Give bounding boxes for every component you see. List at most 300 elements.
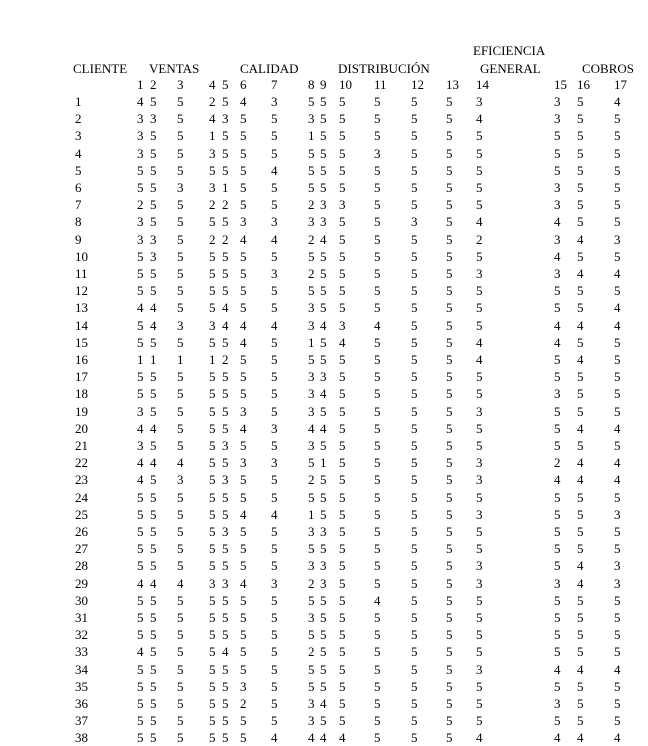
score-cell: 5 [554, 627, 561, 642]
score-cell: 3 [476, 266, 483, 281]
score-cell: 5 [554, 490, 561, 505]
score-cell: 3 [476, 576, 483, 591]
score-cell: 5 [339, 610, 346, 625]
score-cell: 5 [240, 249, 247, 264]
client-number: 38 [75, 730, 88, 745]
score-cell: 4 [577, 318, 584, 333]
client-number: 14 [75, 318, 88, 333]
score-cell: 4 [554, 318, 561, 333]
score-cell: 5 [411, 455, 418, 470]
score-cell: 3 [476, 404, 483, 419]
score-cell: 4 [320, 421, 327, 436]
score-cell: 5 [271, 352, 278, 367]
score-cell: 4 [271, 507, 278, 522]
score-cell: 5 [577, 249, 584, 264]
score-cell: 3 [137, 128, 144, 143]
score-cell: 5 [209, 541, 216, 556]
client-number: 6 [75, 180, 82, 195]
score-cell: 5 [374, 541, 381, 556]
score-cell: 5 [446, 94, 453, 109]
score-cell: 5 [339, 696, 346, 711]
score-cell: 5 [320, 352, 327, 367]
score-cell: 5 [339, 128, 346, 143]
score-cell: 2 [222, 352, 229, 367]
score-cell: 5 [374, 455, 381, 470]
score-cell: 5 [554, 713, 561, 728]
score-cell: 5 [446, 266, 453, 281]
score-cell: 5 [374, 696, 381, 711]
score-cell: 5 [150, 472, 157, 487]
score-cell: 5 [240, 593, 247, 608]
score-cell: 5 [320, 472, 327, 487]
score-cell: 5 [177, 335, 184, 350]
score-cell: 4 [150, 455, 157, 470]
score-cell: 5 [150, 610, 157, 625]
score-cell: 5 [177, 541, 184, 556]
score-cell: 5 [614, 610, 621, 625]
score-cell: 5 [446, 180, 453, 195]
score-cell: 5 [320, 593, 327, 608]
score-cell: 4 [137, 421, 144, 436]
score-cell: 5 [339, 232, 346, 247]
score-cell: 4 [577, 232, 584, 247]
score-cell: 5 [271, 644, 278, 659]
score-cell: 5 [209, 369, 216, 384]
score-cell: 5 [271, 283, 278, 298]
score-cell: 5 [209, 386, 216, 401]
score-cell: 5 [339, 386, 346, 401]
score-cell: 5 [209, 679, 216, 694]
score-cell: 3 [137, 214, 144, 229]
score-cell: 5 [150, 335, 157, 350]
score-cell: 5 [411, 593, 418, 608]
score-cell: 5 [411, 197, 418, 212]
score-cell: 5 [137, 627, 144, 642]
client-number: 2 [75, 111, 82, 126]
question-number: 1 [137, 77, 144, 92]
score-cell: 4 [554, 249, 561, 264]
score-cell: 5 [577, 163, 584, 178]
score-cell: 3 [308, 214, 315, 229]
score-cell: 5 [339, 369, 346, 384]
score-cell: 5 [374, 610, 381, 625]
score-cell: 5 [411, 713, 418, 728]
score-cell: 5 [446, 386, 453, 401]
score-cell: 5 [150, 662, 157, 677]
score-cell: 3 [476, 472, 483, 487]
score-cell: 3 [554, 180, 561, 195]
score-cell: 5 [222, 696, 229, 711]
client-number: 20 [75, 421, 88, 436]
score-cell: 5 [577, 490, 584, 505]
score-cell: 5 [614, 713, 621, 728]
score-cell: 4 [614, 94, 621, 109]
score-cell: 5 [446, 696, 453, 711]
score-cell: 3 [209, 180, 216, 195]
score-cell: 5 [446, 713, 453, 728]
client-number: 7 [75, 197, 82, 212]
score-cell: 1 [222, 180, 229, 195]
score-cell: 5 [411, 472, 418, 487]
question-number: 9 [320, 77, 327, 92]
score-cell: 3 [137, 404, 144, 419]
client-number: 18 [75, 386, 88, 401]
score-cell: 1 [308, 128, 315, 143]
score-cell: 5 [446, 730, 453, 745]
score-cell: 5 [614, 128, 621, 143]
score-cell: 3 [177, 180, 184, 195]
score-cell: 5 [339, 266, 346, 281]
score-cell: 3 [150, 232, 157, 247]
score-cell: 5 [374, 283, 381, 298]
client-number: 10 [75, 249, 88, 264]
score-cell: 5 [222, 163, 229, 178]
score-cell: 5 [177, 696, 184, 711]
score-cell: 5 [476, 318, 483, 333]
score-cell: 5 [209, 163, 216, 178]
score-cell: 5 [614, 644, 621, 659]
score-cell: 5 [411, 507, 418, 522]
score-cell: 5 [150, 283, 157, 298]
score-cell: 4 [150, 318, 157, 333]
score-cell: 5 [446, 232, 453, 247]
client-number: 3 [75, 128, 82, 143]
score-cell: 5 [374, 679, 381, 694]
score-cell: 5 [476, 438, 483, 453]
score-cell: 3 [411, 214, 418, 229]
score-cell: 5 [374, 627, 381, 642]
score-cell: 5 [446, 524, 453, 539]
score-cell: 5 [271, 404, 278, 419]
score-cell: 5 [209, 730, 216, 745]
score-cell: 5 [614, 352, 621, 367]
score-cell: 5 [554, 541, 561, 556]
score-cell: 5 [150, 369, 157, 384]
score-cell: 5 [614, 627, 621, 642]
score-cell: 5 [240, 386, 247, 401]
score-cell: 5 [374, 490, 381, 505]
score-cell: 5 [411, 232, 418, 247]
score-cell: 5 [308, 593, 315, 608]
score-cell: 3 [476, 455, 483, 470]
score-cell: 5 [446, 627, 453, 642]
score-cell: 5 [150, 146, 157, 161]
score-cell: 5 [554, 421, 561, 436]
score-cell: 5 [374, 300, 381, 315]
score-cell: 5 [339, 507, 346, 522]
score-cell: 5 [411, 644, 418, 659]
score-cell: 3 [614, 576, 621, 591]
score-cell: 5 [446, 111, 453, 126]
score-cell: 5 [476, 146, 483, 161]
score-cell: 2 [209, 197, 216, 212]
score-cell: 5 [339, 713, 346, 728]
score-cell: 5 [411, 541, 418, 556]
score-cell: 5 [320, 146, 327, 161]
score-cell: 4 [240, 318, 247, 333]
score-cell: 5 [209, 249, 216, 264]
score-cell: 5 [150, 524, 157, 539]
score-cell: 5 [411, 146, 418, 161]
score-cell: 4 [222, 300, 229, 315]
score-cell: 3 [476, 507, 483, 522]
score-cell: 5 [374, 438, 381, 453]
score-cell: 3 [222, 111, 229, 126]
score-cell: 3 [240, 679, 247, 694]
score-cell: 5 [209, 524, 216, 539]
score-cell: 5 [339, 662, 346, 677]
score-cell: 1 [137, 352, 144, 367]
score-cell: 2 [222, 197, 229, 212]
score-cell: 3 [308, 300, 315, 315]
score-cell: 5 [150, 644, 157, 659]
score-cell: 5 [308, 679, 315, 694]
client-number: 36 [75, 696, 88, 711]
score-cell: 5 [476, 593, 483, 608]
score-cell: 3 [308, 318, 315, 333]
score-cell: 4 [554, 335, 561, 350]
score-cell: 5 [577, 696, 584, 711]
score-cell: 5 [320, 163, 327, 178]
score-cell: 5 [209, 713, 216, 728]
score-cell: 3 [339, 318, 346, 333]
score-cell: 5 [374, 335, 381, 350]
score-cell: 5 [577, 644, 584, 659]
score-cell: 5 [177, 713, 184, 728]
score-cell: 5 [308, 455, 315, 470]
score-cell: 5 [320, 283, 327, 298]
score-cell: 4 [137, 455, 144, 470]
score-cell: 4 [374, 593, 381, 608]
client-number: 4 [75, 146, 82, 161]
score-cell: 3 [271, 94, 278, 109]
score-cell: 5 [476, 421, 483, 436]
score-cell: 5 [577, 713, 584, 728]
score-cell: 5 [240, 283, 247, 298]
score-cell: 4 [271, 730, 278, 745]
score-cell: 3 [222, 576, 229, 591]
score-cell: 5 [614, 369, 621, 384]
score-cell: 5 [446, 576, 453, 591]
score-cell: 5 [150, 180, 157, 195]
score-cell: 5 [554, 438, 561, 453]
client-number: 24 [75, 490, 88, 505]
question-number: 15 [554, 77, 567, 92]
score-cell: 5 [222, 404, 229, 419]
score-cell: 1 [209, 128, 216, 143]
score-cell: 5 [137, 386, 144, 401]
score-cell: 5 [374, 404, 381, 419]
score-cell: 5 [577, 214, 584, 229]
client-number: 16 [75, 352, 88, 367]
score-cell: 5 [240, 163, 247, 178]
score-cell: 5 [320, 335, 327, 350]
score-cell: 4 [240, 335, 247, 350]
score-cell: 3 [271, 455, 278, 470]
client-number: 17 [75, 369, 88, 384]
score-cell: 5 [374, 369, 381, 384]
score-cell: 5 [240, 438, 247, 453]
score-cell: 5 [222, 490, 229, 505]
score-cell: 5 [339, 283, 346, 298]
client-number: 15 [75, 335, 88, 350]
score-cell: 5 [222, 593, 229, 608]
score-cell: 4 [137, 472, 144, 487]
score-cell: 5 [271, 197, 278, 212]
score-cell: 5 [339, 541, 346, 556]
score-cell: 3 [308, 610, 315, 625]
header-ventas: VENTAS [149, 61, 200, 76]
score-cell: 5 [554, 679, 561, 694]
score-cell: 5 [411, 490, 418, 505]
score-cell: 5 [240, 197, 247, 212]
score-cell: 5 [374, 472, 381, 487]
score-cell: 5 [374, 180, 381, 195]
score-cell: 4 [577, 662, 584, 677]
score-cell: 5 [320, 266, 327, 281]
score-cell: 5 [476, 490, 483, 505]
score-cell: 3 [308, 369, 315, 384]
score-cell: 5 [446, 146, 453, 161]
score-cell: 5 [177, 644, 184, 659]
score-cell: 3 [150, 111, 157, 126]
score-cell: 5 [339, 163, 346, 178]
score-cell: 5 [339, 404, 346, 419]
score-cell: 5 [339, 438, 346, 453]
score-cell: 2 [554, 455, 561, 470]
score-cell: 4 [271, 232, 278, 247]
score-cell: 4 [177, 455, 184, 470]
score-cell: 5 [137, 490, 144, 505]
score-cell: 5 [209, 644, 216, 659]
client-number: 35 [75, 679, 88, 694]
score-cell: 5 [320, 644, 327, 659]
score-cell: 5 [222, 627, 229, 642]
score-cell: 5 [240, 662, 247, 677]
score-cell: 5 [411, 318, 418, 333]
score-cell: 5 [339, 180, 346, 195]
score-cell: 5 [271, 490, 278, 505]
score-cell: 5 [476, 163, 483, 178]
score-cell: 5 [339, 421, 346, 436]
score-cell: 5 [240, 180, 247, 195]
score-cell: 5 [446, 318, 453, 333]
score-cell: 5 [411, 610, 418, 625]
score-cell: 4 [137, 94, 144, 109]
score-cell: 5 [177, 111, 184, 126]
question-number: 11 [374, 77, 387, 92]
score-cell: 5 [374, 249, 381, 264]
score-cell: 3 [308, 696, 315, 711]
score-cell: 4 [614, 266, 621, 281]
score-cell: 5 [222, 146, 229, 161]
score-cell: 5 [614, 679, 621, 694]
score-cell: 5 [150, 558, 157, 573]
score-cell: 5 [177, 421, 184, 436]
score-cell: 5 [446, 593, 453, 608]
score-cell: 5 [411, 249, 418, 264]
score-cell: 5 [577, 679, 584, 694]
question-number: 14 [476, 77, 489, 92]
score-cell: 3 [209, 318, 216, 333]
score-cell: 5 [577, 180, 584, 195]
score-cell: 5 [240, 352, 247, 367]
score-cell: 4 [476, 111, 483, 126]
score-cell: 1 [320, 455, 327, 470]
score-cell: 5 [446, 662, 453, 677]
score-cell: 5 [222, 386, 229, 401]
score-cell: 5 [476, 128, 483, 143]
client-number: 32 [75, 627, 88, 642]
score-cell: 5 [411, 627, 418, 642]
score-cell: 5 [446, 507, 453, 522]
score-cell: 5 [150, 404, 157, 419]
score-cell: 3 [554, 111, 561, 126]
score-cell: 5 [320, 94, 327, 109]
score-cell: 5 [177, 524, 184, 539]
score-cell: 5 [240, 369, 247, 384]
score-cell: 5 [150, 266, 157, 281]
score-cell: 5 [411, 696, 418, 711]
score-cell: 5 [446, 679, 453, 694]
score-cell: 3 [177, 318, 184, 333]
score-cell: 5 [177, 214, 184, 229]
score-cell: 5 [476, 197, 483, 212]
score-cell: 5 [222, 730, 229, 745]
score-cell: 5 [446, 558, 453, 573]
score-cell: 5 [374, 352, 381, 367]
score-cell: 5 [476, 696, 483, 711]
score-cell: 4 [150, 300, 157, 315]
score-cell: 5 [614, 335, 621, 350]
score-cell: 4 [614, 472, 621, 487]
score-cell: 5 [320, 679, 327, 694]
score-cell: 4 [222, 644, 229, 659]
score-cell: 5 [150, 627, 157, 642]
score-cell: 3 [554, 197, 561, 212]
score-cell: 5 [150, 386, 157, 401]
score-cell: 5 [271, 335, 278, 350]
score-cell: 2 [222, 232, 229, 247]
score-cell: 5 [320, 404, 327, 419]
score-cell: 5 [308, 283, 315, 298]
score-cell: 5 [137, 610, 144, 625]
score-cell: 5 [339, 94, 346, 109]
score-cell: 5 [150, 696, 157, 711]
score-cell: 5 [150, 94, 157, 109]
score-cell: 5 [177, 386, 184, 401]
score-cell: 4 [577, 455, 584, 470]
score-cell: 3 [476, 662, 483, 677]
score-cell: 5 [339, 524, 346, 539]
score-cell: 2 [308, 232, 315, 247]
score-cell: 5 [177, 610, 184, 625]
score-cell: 4 [577, 352, 584, 367]
score-cell: 5 [446, 335, 453, 350]
score-cell: 2 [308, 266, 315, 281]
score-cell: 5 [308, 352, 315, 367]
score-cell: 5 [339, 249, 346, 264]
score-cell: 5 [177, 128, 184, 143]
client-number: 13 [75, 300, 88, 315]
score-cell: 4 [614, 455, 621, 470]
score-cell: 5 [137, 696, 144, 711]
score-cell: 5 [320, 438, 327, 453]
score-cell: 5 [177, 249, 184, 264]
client-number: 33 [75, 644, 88, 659]
score-cell: 5 [271, 249, 278, 264]
score-cell: 5 [150, 438, 157, 453]
